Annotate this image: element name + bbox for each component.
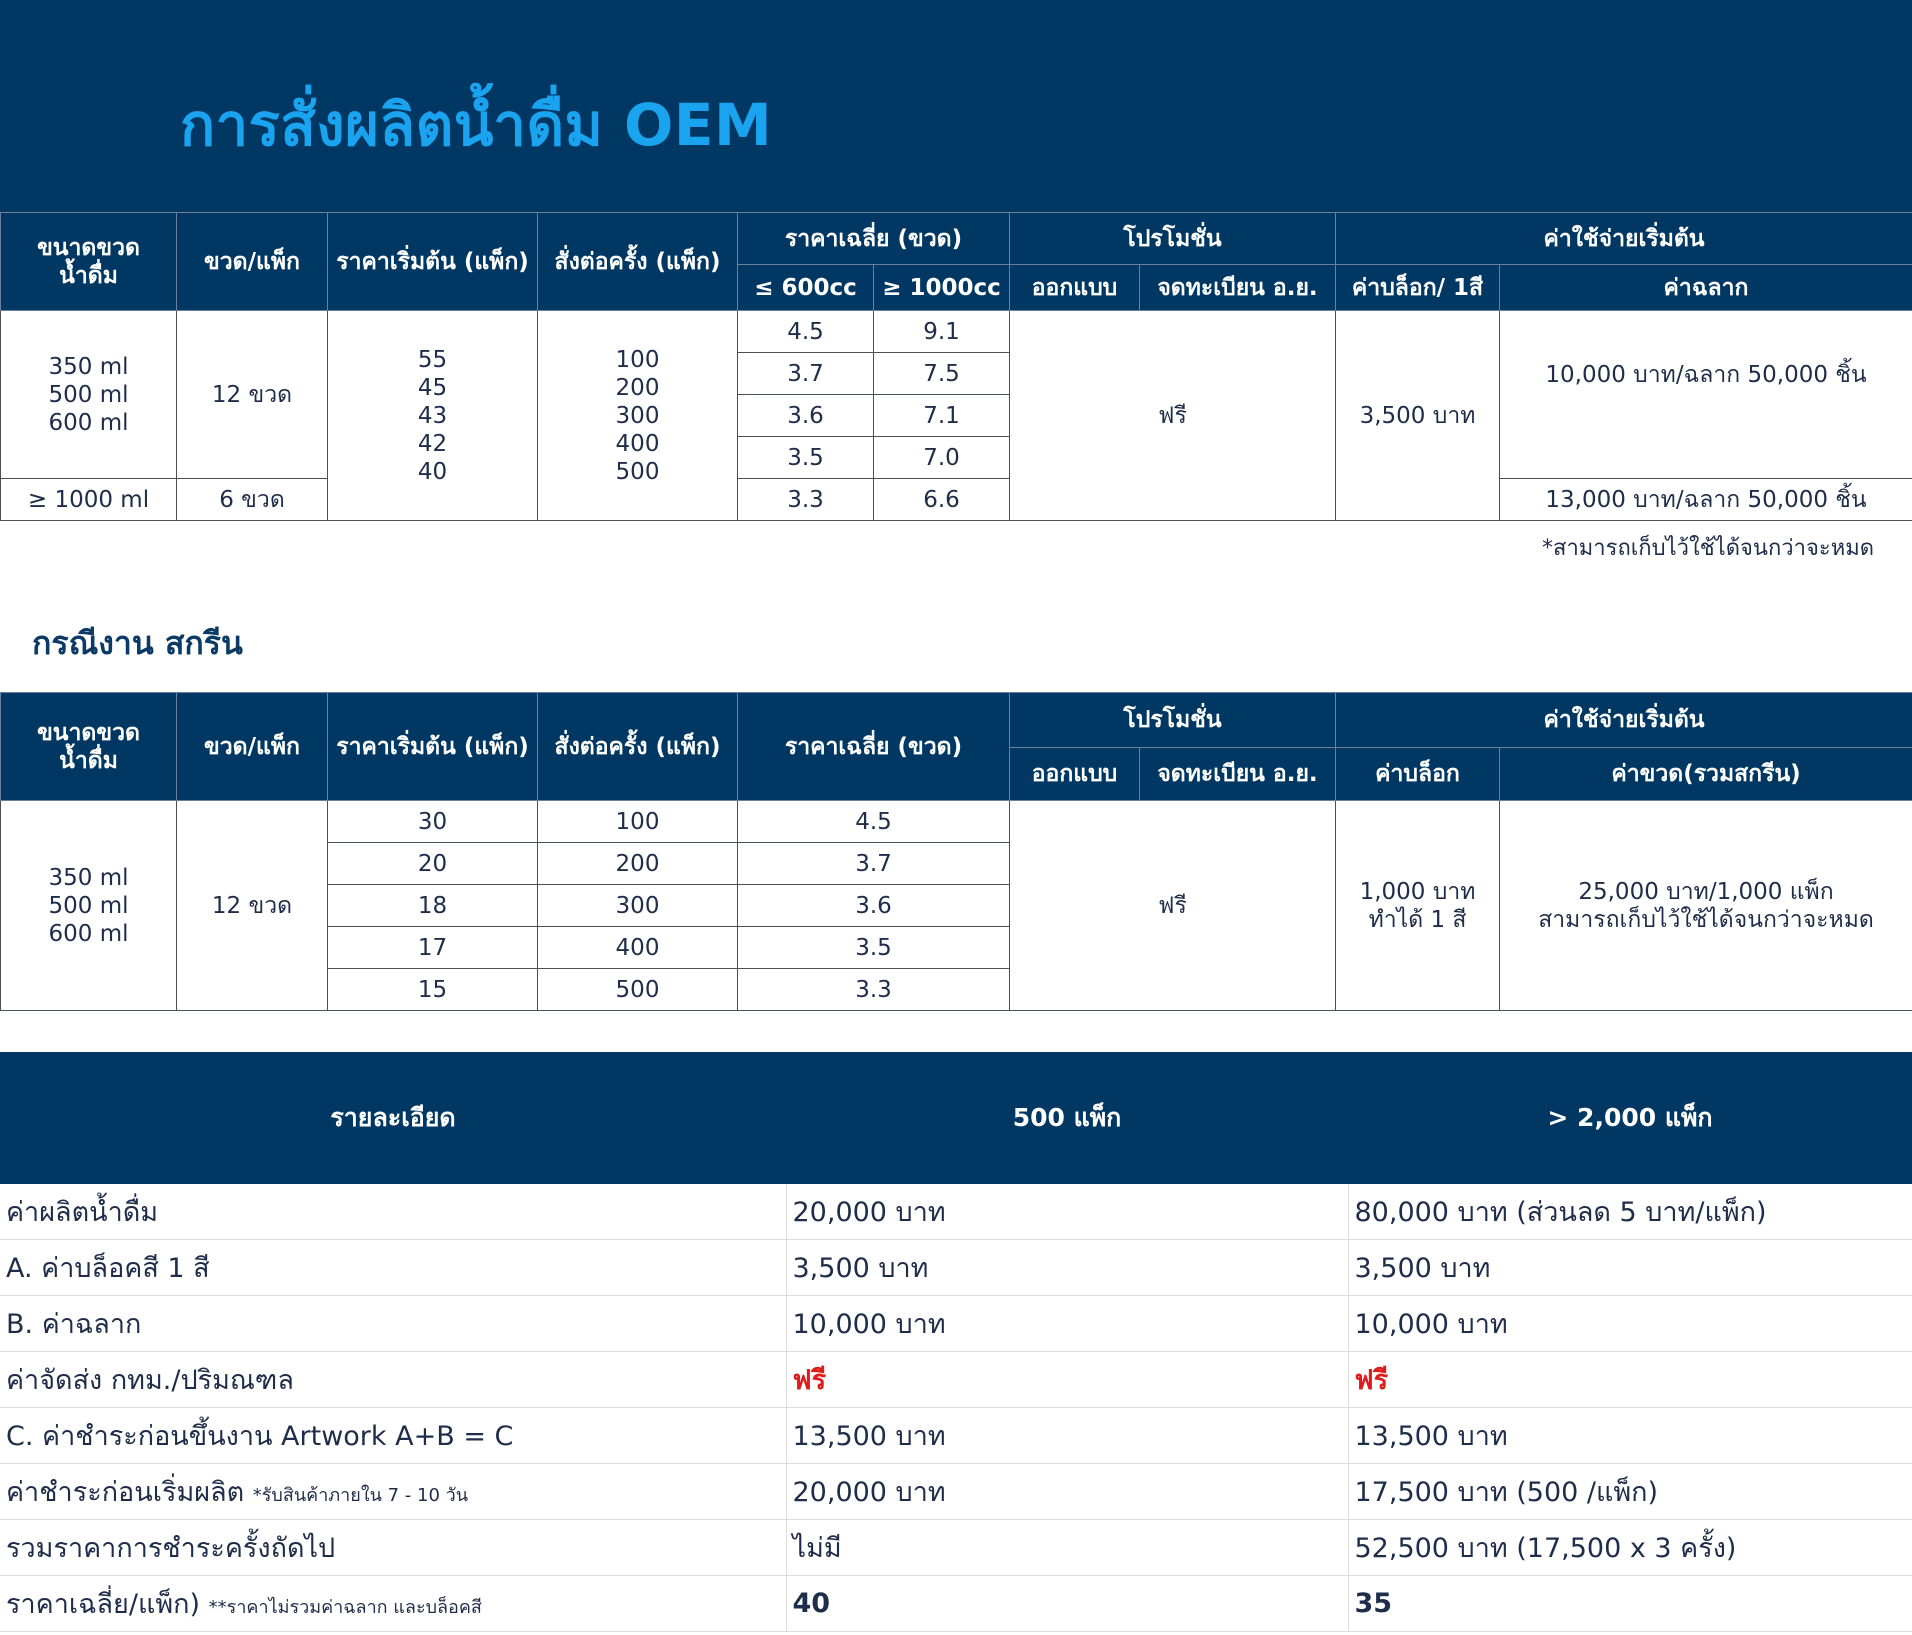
header-block: ค่าบล็อก xyxy=(1336,748,1500,801)
value-2000: 3,500 บาท xyxy=(1348,1240,1912,1296)
block-cost-cell: 1,000 บาท ทำได้ 1 สี xyxy=(1336,801,1500,1011)
start-prices-cell: 55 45 43 42 40 xyxy=(328,311,538,521)
header-initial-cost: ค่าใช้จ่ายเริ่มต้น xyxy=(1336,213,1912,265)
table-row xyxy=(0,1576,1912,1632)
row-label: C. ค่าชำระก่อนขึ้นงาน Artwork A+B = C xyxy=(6,1421,514,1452)
avg-le600-cell: 3.3 xyxy=(738,479,874,521)
order-cell: 100 xyxy=(538,801,738,843)
row-label: ค่าจัดส่ง กทม./ปริมณฑล xyxy=(6,1365,294,1396)
per-pack-large-cell: 6 ขวด xyxy=(177,479,328,521)
row-label: ค่าผลิตน้ำดื่ม xyxy=(6,1197,159,1228)
promo-free-cell: ฟรี xyxy=(1010,311,1336,521)
header-size: ขนาดขวด น้ำดื่ม xyxy=(1,213,177,311)
avg-le600-cell: 3.5 xyxy=(738,437,874,479)
value-2000: 17,500 บาท (500 /แพ็ก) xyxy=(1348,1464,1912,1520)
header-per-pack: ขวด/แพ็ก xyxy=(177,693,328,801)
avg-ge1000-cell: 6.6 xyxy=(874,479,1010,521)
size-small-cell: 350 ml 500 ml 600 ml xyxy=(1,311,177,479)
label-large-cell: 13,000 บาท/ฉลาก 50,000 ชิ้น xyxy=(1500,479,1912,521)
avg-ge1000-cell: 7.0 xyxy=(874,437,1010,479)
header-order: สั่งต่อครั้ง (แพ็ก) xyxy=(538,213,738,311)
promo-free-cell: ฟรี xyxy=(1010,801,1336,1011)
label-small-cell: 10,000 บาท/ฉลาก 50,000 ชิ้น xyxy=(1500,311,1912,479)
header-promo: โปรโมชั่น xyxy=(1010,213,1336,265)
row-label: ค่าชำระก่อนเริ่มผลิต xyxy=(6,1477,245,1508)
size-large-cell: ≥ 1000 ml xyxy=(1,479,177,521)
value-500-free: ฟรี xyxy=(786,1352,1348,1408)
summary-table xyxy=(0,1184,1912,1632)
page-title: การสั่งผลิตน้ำดื่ม OEM xyxy=(180,91,773,159)
header-le600: ≤ 600cc xyxy=(738,265,874,311)
avg-le600-cell: 3.7 xyxy=(738,353,874,395)
avg-ge1000-cell: 7.1 xyxy=(874,395,1010,437)
row-label: รวมราคาการชำระครั้งถัดไป xyxy=(6,1533,336,1564)
header-avg-price: ราคาเฉลี่ย (ขวด) xyxy=(738,213,1010,265)
orders-cell: 100 200 300 400 500 xyxy=(538,311,738,521)
value-2000: 52,500 บาท (17,500 x 3 ครั้ง) xyxy=(1348,1520,1912,1576)
value-500: 10,000 บาท xyxy=(786,1296,1348,1352)
header-label: ค่าฉลาก xyxy=(1500,265,1912,311)
start-price-cell: 20 xyxy=(328,843,538,885)
value-2000: 13,500 บาท xyxy=(1348,1408,1912,1464)
table-row xyxy=(0,1352,1912,1408)
value-500: 13,500 บาท xyxy=(786,1408,1348,1464)
avg-price-cell: 3.3 xyxy=(738,969,1010,1011)
header-bottle: ค่าขวด(รวมสกรีน) xyxy=(1500,748,1912,801)
avg-price-cell: 3.6 xyxy=(738,885,1010,927)
summary-header xyxy=(0,1052,1912,1184)
label-note: *สามารถเก็บไว้ใช้ได้จนกว่าจะหมด xyxy=(1542,536,1874,561)
table-row xyxy=(0,1464,1912,1520)
bottle-cost-cell: 25,000 บาท/1,000 แพ็ก สามารถเก็บไว้ใช้ได้จนกว่าจะหมด xyxy=(1500,801,1912,1011)
header-avg-price: ราคาเฉลี่ย (ขวด) xyxy=(738,693,1010,801)
screen-price-table xyxy=(0,692,1912,1011)
size-cell: 350 ml 500 ml 600 ml xyxy=(1,801,177,1011)
header-initial-cost: ค่าใช้จ่ายเริ่มต้น xyxy=(1336,693,1912,748)
value-500: 40 xyxy=(786,1576,1348,1632)
avg-le600-cell: 4.5 xyxy=(738,311,874,353)
avg-price-cell: 3.5 xyxy=(738,927,1010,969)
avg-price-cell: 3.7 xyxy=(738,843,1010,885)
summary-header-500: 500 แพ็ก xyxy=(1012,1103,1122,1132)
value-2000: 10,000 บาท xyxy=(1348,1296,1912,1352)
value-500: 20,000 บาท xyxy=(786,1184,1348,1240)
oem-price-table xyxy=(0,212,1912,521)
table-row xyxy=(0,1520,1912,1576)
header-per-pack: ขวด/แพ็ก xyxy=(177,213,328,311)
avg-ge1000-cell: 7.5 xyxy=(874,353,1010,395)
avg-ge1000-cell: 9.1 xyxy=(874,311,1010,353)
avg-price-cell: 4.5 xyxy=(738,801,1010,843)
row-label: A. ค่าบล็อคสี 1 สี xyxy=(6,1253,210,1284)
header-register: จดทะเบียน อ.ย. xyxy=(1140,748,1336,801)
row-label: B. ค่าฉลาก xyxy=(6,1309,142,1340)
header-block: ค่าบล็อก/ 1สี xyxy=(1336,265,1500,311)
header-design: ออกแบบ xyxy=(1010,748,1140,801)
row-label: ราคาเฉลี่ย/แพ็ก) xyxy=(6,1589,201,1620)
header-promo: โปรโมชั่น xyxy=(1010,693,1336,748)
per-pack-cell: 12 ขวด xyxy=(177,801,328,1011)
value-500: 3,500 บาท xyxy=(786,1240,1348,1296)
table-row xyxy=(0,1296,1912,1352)
table-row xyxy=(0,1408,1912,1464)
avg-le600-cell: 3.6 xyxy=(738,395,874,437)
summary-header-detail: รายละเอียด xyxy=(330,1103,456,1132)
order-cell: 300 xyxy=(538,885,738,927)
value-2000: 35 xyxy=(1348,1576,1912,1632)
value-2000: 80,000 บาท (ส่วนลด 5 บาท/แพ็ก) xyxy=(1348,1184,1912,1240)
header-size: ขนาดขวด น้ำดื่ม xyxy=(1,693,177,801)
per-pack-small-cell: 12 ขวด xyxy=(177,311,328,479)
header-ge1000: ≥ 1000cc xyxy=(874,265,1010,311)
order-cell: 200 xyxy=(538,843,738,885)
header-register: จดทะเบียน อ.ย. xyxy=(1140,265,1336,311)
header-start-price: ราคาเริ่มต้น (แพ็ก) xyxy=(328,213,538,311)
value-2000-free: ฟรี xyxy=(1348,1352,1912,1408)
value-500: 20,000 บาท xyxy=(786,1464,1348,1520)
row-note: **ราคาไม่รวมค่าฉลาก และบล็อคสี xyxy=(208,1597,482,1618)
order-cell: 400 xyxy=(538,927,738,969)
header-order: สั่งต่อครั้ง (แพ็ก) xyxy=(538,693,738,801)
order-cell: 500 xyxy=(538,969,738,1011)
table-row xyxy=(0,1184,1912,1240)
start-price-cell: 30 xyxy=(328,801,538,843)
header-start-price: ราคาเริ่มต้น (แพ็ก) xyxy=(328,693,538,801)
table-row xyxy=(0,1240,1912,1296)
value-500: ไม่มี xyxy=(786,1520,1348,1576)
start-price-cell: 17 xyxy=(328,927,538,969)
summary-header-2000: > 2,000 แพ็ก xyxy=(1547,1103,1713,1132)
screen-section-heading: กรณีงาน สกรีน xyxy=(32,624,243,662)
start-price-cell: 15 xyxy=(328,969,538,1011)
row-note: *รับสินค้าภายใน 7 - 10 วัน xyxy=(252,1485,469,1506)
block-cost-cell: 3,500 บาท xyxy=(1336,311,1500,521)
start-price-cell: 18 xyxy=(328,885,538,927)
header-design: ออกแบบ xyxy=(1010,265,1140,311)
